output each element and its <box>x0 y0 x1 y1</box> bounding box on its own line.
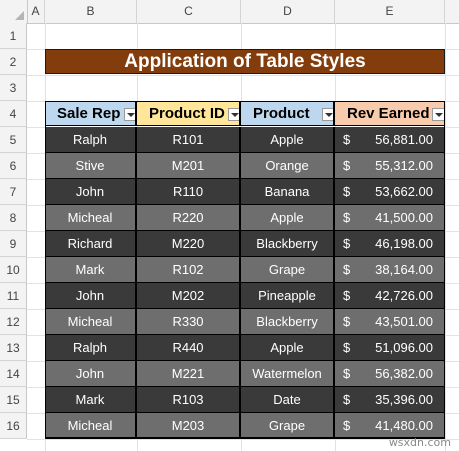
row-header-12[interactable]: 12 <box>0 309 27 335</box>
row-header-3[interactable]: 3 <box>0 75 27 101</box>
amount-value: 35,396.00 <box>375 392 433 407</box>
product-cell[interactable]: Grape <box>241 413 335 439</box>
filter-dropdown-icon[interactable] <box>322 108 335 121</box>
currency-symbol: $ <box>343 236 351 251</box>
currency-symbol: $ <box>343 262 351 277</box>
row-header-4[interactable]: 4 <box>0 101 27 127</box>
row-header-7[interactable]: 7 <box>0 179 27 205</box>
row-header-13[interactable]: 13 <box>0 335 27 361</box>
grid-hline <box>27 75 459 76</box>
row-header-1[interactable]: 1 <box>0 23 27 49</box>
row-header-2[interactable]: 2 <box>0 49 27 75</box>
column-header-b[interactable]: B <box>45 0 137 23</box>
product-id-cell[interactable]: R101 <box>137 127 241 153</box>
product-cell[interactable]: Date <box>241 387 335 413</box>
amount-value: 51,096.00 <box>375 340 433 355</box>
amount-value: 46,198.00 <box>375 236 433 251</box>
product-cell[interactable]: Apple <box>241 335 335 361</box>
product-id-cell[interactable]: M220 <box>137 231 241 257</box>
row-header-14[interactable]: 14 <box>0 361 27 387</box>
table-header-sale-rep[interactable] <box>45 101 137 126</box>
table-header-product[interactable] <box>241 101 335 126</box>
sale-rep-cell[interactable]: Mark <box>45 387 137 413</box>
rev-earned-cell[interactable] <box>335 309 445 335</box>
rev-earned-cell[interactable] <box>335 387 445 413</box>
amount-value: 42,726.00 <box>375 288 433 303</box>
product-id-cell[interactable]: R440 <box>137 335 241 361</box>
select-all-corner[interactable] <box>0 0 28 23</box>
amount-value: 56,382.00 <box>375 366 433 381</box>
filter-dropdown-icon[interactable] <box>432 108 445 121</box>
product-id-cell[interactable]: R102 <box>137 257 241 283</box>
row-header-6[interactable]: 6 <box>0 153 27 179</box>
title-cell[interactable]: Application of Table Styles <box>45 49 445 74</box>
product-id-cell[interactable]: R330 <box>137 309 241 335</box>
filter-dropdown-icon[interactable] <box>124 108 137 121</box>
product-id-cell[interactable]: R220 <box>137 205 241 231</box>
row-header-10[interactable]: 10 <box>0 257 27 283</box>
currency-symbol: $ <box>343 210 351 225</box>
amount-value: 41,480.00 <box>375 418 433 433</box>
amount-value: 56,881.00 <box>375 132 433 147</box>
watermark: wsxdn.com <box>388 436 451 449</box>
currency-symbol: $ <box>343 158 351 173</box>
product-cell[interactable]: Watermelon <box>241 361 335 387</box>
currency-symbol: $ <box>343 288 351 303</box>
table-header-label: Product <box>253 105 310 122</box>
product-cell[interactable]: Blackberry <box>241 309 335 335</box>
table-header-product-id[interactable] <box>137 101 241 126</box>
row-header-11[interactable]: 11 <box>0 283 27 309</box>
sale-rep-cell[interactable]: Richard <box>45 231 137 257</box>
sale-rep-cell[interactable]: Ralph <box>45 127 137 153</box>
sale-rep-cell[interactable]: John <box>45 179 137 205</box>
rev-earned-cell[interactable] <box>335 257 445 283</box>
product-cell[interactable]: Apple <box>241 127 335 153</box>
product-cell[interactable]: Orange <box>241 153 335 179</box>
rev-earned-cell[interactable] <box>335 153 445 179</box>
rev-earned-cell[interactable] <box>335 283 445 309</box>
product-id-cell[interactable]: R110 <box>137 179 241 205</box>
select-all-triangle-icon <box>15 11 24 20</box>
product-cell[interactable]: Apple <box>241 205 335 231</box>
rev-earned-cell[interactable] <box>335 205 445 231</box>
product-cell[interactable]: Blackberry <box>241 231 335 257</box>
product-id-cell[interactable]: M203 <box>137 413 241 439</box>
currency-symbol: $ <box>343 392 351 407</box>
product-id-cell[interactable]: M201 <box>137 153 241 179</box>
currency-symbol: $ <box>343 340 351 355</box>
table-header-label: Product ID <box>149 105 225 122</box>
column-header-a[interactable]: A <box>27 0 45 23</box>
table-header-rev-earned[interactable] <box>335 101 445 126</box>
column-header-c[interactable]: C <box>137 0 241 23</box>
amount-value: 41,500.00 <box>375 210 433 225</box>
product-cell[interactable]: Grape <box>241 257 335 283</box>
product-id-cell[interactable]: M202 <box>137 283 241 309</box>
column-header-e[interactable]: E <box>335 0 445 23</box>
sale-rep-cell[interactable]: Mark <box>45 257 137 283</box>
sale-rep-cell[interactable]: John <box>45 283 137 309</box>
sale-rep-cell[interactable]: Ralph <box>45 335 137 361</box>
currency-symbol: $ <box>343 418 351 433</box>
table-header-label: Sale Rep <box>57 105 121 122</box>
currency-symbol: $ <box>343 314 351 329</box>
product-id-cell[interactable]: R103 <box>137 387 241 413</box>
product-id-cell[interactable]: M221 <box>137 361 241 387</box>
rev-earned-cell[interactable] <box>335 231 445 257</box>
rev-earned-cell[interactable] <box>335 179 445 205</box>
amount-value: 38,164.00 <box>375 262 433 277</box>
row-header-16[interactable]: 16 <box>0 413 27 439</box>
row-header-8[interactable]: 8 <box>0 205 27 231</box>
product-cell[interactable]: Pineapple <box>241 283 335 309</box>
row-header-5[interactable]: 5 <box>0 127 27 153</box>
amount-value: 43,501.00 <box>375 314 433 329</box>
rev-earned-cell[interactable] <box>335 127 445 153</box>
amount-value: 55,312.00 <box>375 158 433 173</box>
currency-symbol: $ <box>343 184 351 199</box>
currency-symbol: $ <box>343 132 351 147</box>
sale-rep-cell[interactable]: John <box>45 361 137 387</box>
row-header-15[interactable]: 15 <box>0 387 27 413</box>
rev-earned-cell[interactable] <box>335 335 445 361</box>
table-header-label: Rev Earned <box>347 105 430 122</box>
currency-symbol: $ <box>343 366 351 381</box>
sale-rep-cell[interactable]: Micheal <box>45 309 137 335</box>
column-header-d[interactable]: D <box>241 0 335 23</box>
product-cell[interactable]: Banana <box>241 179 335 205</box>
rev-earned-cell[interactable] <box>335 361 445 387</box>
sale-rep-cell[interactable]: Stive <box>45 153 137 179</box>
sale-rep-cell[interactable]: Micheal <box>45 413 137 439</box>
row-header-9[interactable]: 9 <box>0 231 27 257</box>
sale-rep-cell[interactable]: Micheal <box>45 205 137 231</box>
filter-dropdown-icon[interactable] <box>228 108 241 121</box>
amount-value: 53,662.00 <box>375 184 433 199</box>
